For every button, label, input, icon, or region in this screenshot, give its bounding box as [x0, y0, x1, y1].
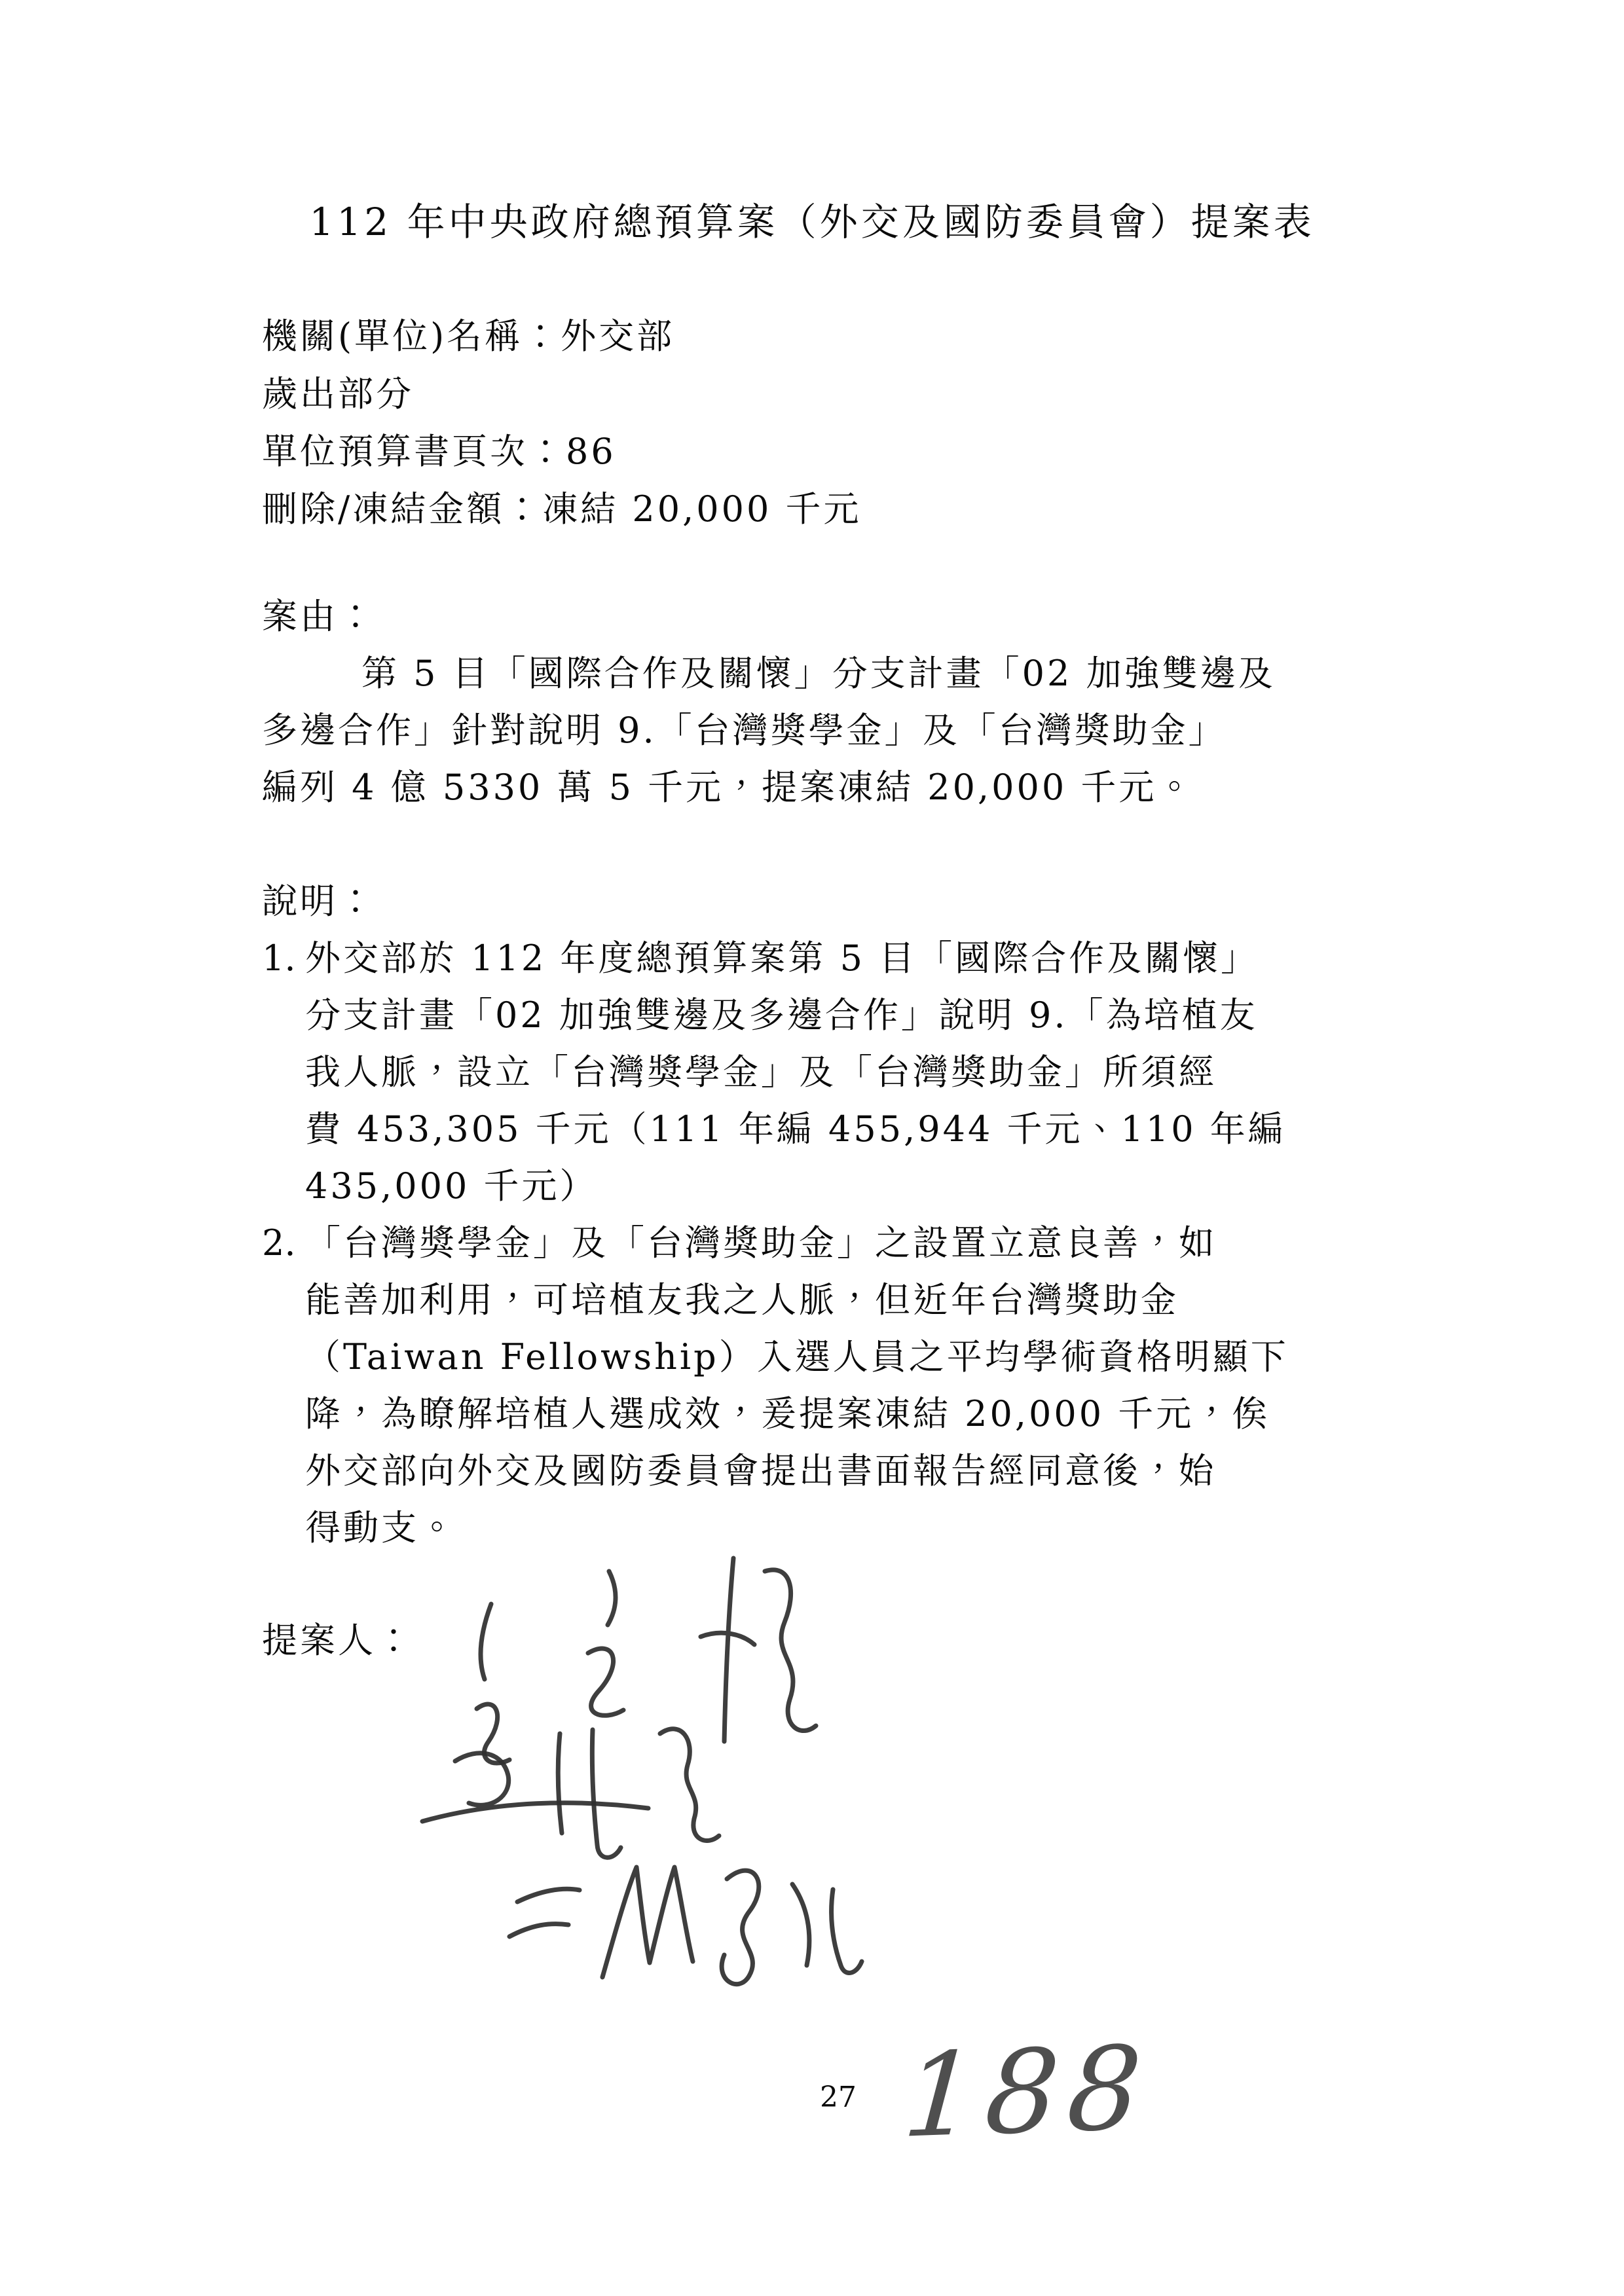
explanation-item-2: [262, 1214, 1375, 1271]
case-section: [262, 588, 1375, 816]
item-text-line: 能善加利用，可培植友我之人脈，但近年台灣獎助金: [305, 1279, 1179, 1321]
page-number: 27: [820, 2081, 857, 2114]
item-text-line: 分支計畫「02 加強雙邊及多邊合作」說明 9.「為培植友: [305, 994, 1258, 1036]
signature-2: [422, 1729, 719, 1857]
item-text-line: 「台灣獎學金」及「台灣獎助金」之設置立意良善，如: [305, 1222, 1217, 1264]
document-title: 112 年中央政府總預算案（外交及國防委員會）提案表: [309, 200, 1315, 244]
explanation-section: [262, 873, 1375, 1556]
item-text-line: 外交部向外交及國防委員會提出書面報告經同意後，始: [305, 1450, 1217, 1491]
explanation-label: 說明：: [262, 881, 376, 922]
signature-1: [477, 1558, 816, 1763]
meta-block: [262, 308, 1375, 538]
item-number: 2.: [262, 1222, 296, 1264]
handwritten-page-number: 188: [898, 2022, 1155, 2164]
handwritten-signatures: [393, 1525, 982, 2023]
item-text-line: 435,000 千元）: [305, 1165, 598, 1207]
signature-3: [509, 1867, 862, 1984]
expenditure-section-line: 歲出部分: [262, 373, 414, 414]
item-text-line: 降，為瞭解培植人選成效，爰提案凍結 20,000 千元，俟: [305, 1393, 1270, 1434]
item-text-line: 費 453,305 千元（111 年編 455,944 千元、110 年編: [305, 1108, 1286, 1150]
explanation-item-1: [262, 930, 1375, 987]
item-number: 1.: [262, 938, 296, 979]
budget-book-page-line: 單位預算書頁次：86: [262, 431, 616, 472]
agency-name-line: 機關(單位)名稱：外交部: [262, 316, 675, 357]
delete-freeze-amount-line: 刪除/凍結金額：凍結 20,000 千元: [262, 488, 862, 530]
item-text-line: 得動支。: [305, 1507, 457, 1548]
case-text-line: 第 5 目「國際合作及關懷」分支計畫「02 加強雙邊及: [361, 653, 1276, 694]
item-text-line: 我人脈，設立「台灣獎學金」及「台灣獎助金」所須經: [305, 1051, 1217, 1093]
proposer-label: 提案人：: [262, 1620, 414, 1661]
case-text-line: 多邊合作」針對說明 9.「台灣獎學金」及「台灣獎助金」: [262, 710, 1227, 751]
case-label: 案由：: [262, 596, 376, 637]
item-text-line: （Taiwan Fellowship）入選人員之平均學術資格明顯下: [305, 1336, 1289, 1377]
item-text-line: 外交部於 112 年度總預算案第 5 目「國際合作及關懷」: [305, 938, 1259, 979]
case-text-line: 編列 4 億 5330 萬 5 千元，提案凍結 20,000 千元。: [262, 767, 1195, 808]
